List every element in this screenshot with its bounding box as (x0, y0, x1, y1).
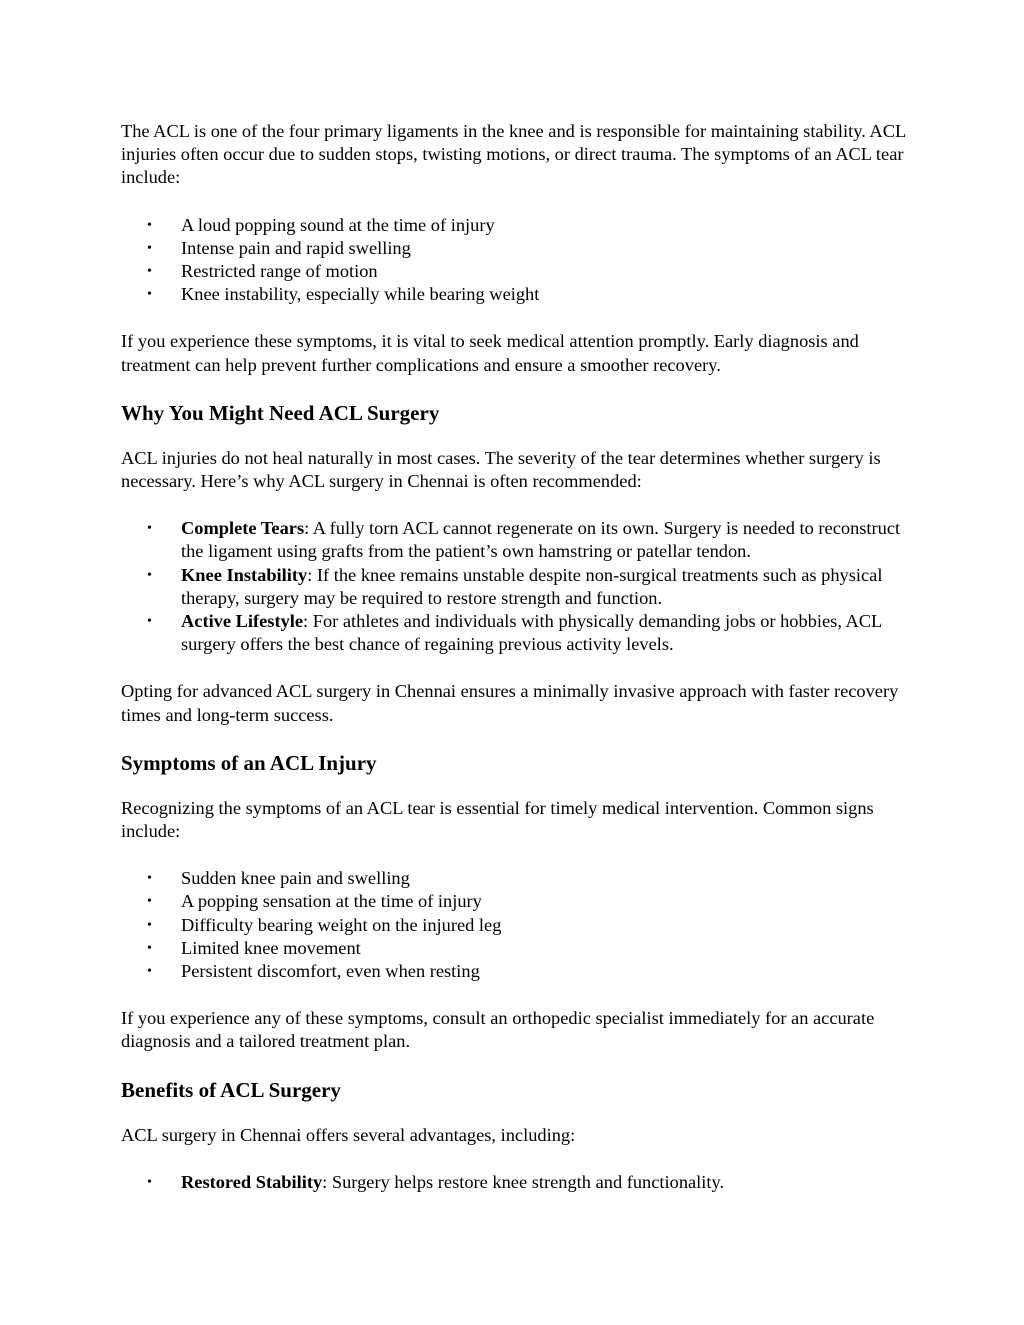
symptoms-closing-paragraph: If you experience any of these symptoms, consult an orthopedic specialist immediately for an accurate diagnosis and a tailored treatment plan. (121, 1008, 875, 1052)
bullet-icon: • (147, 217, 152, 233)
bullet-icon: • (147, 871, 152, 887)
intro-symptom-list (121, 214, 911, 307)
list-item-term: Restored Stability (181, 1171, 323, 1192)
why-surgery-closing-paragraph: Opting for advanced ACL surgery in Chennai ensures a minimally invasive approach with faster recovery times and long-term success. (121, 681, 899, 725)
benefits-list (121, 1171, 911, 1194)
list-item: • Difficulty bearing weight on the injured leg (121, 914, 911, 937)
bullet-icon: • (147, 1174, 152, 1190)
list-item: • Knee Instability: If the knee remains unstable despite non-surgical treatments such as physical therapy, surgery may be required to restore strength and function. (147, 564, 883, 608)
symptoms-list (121, 867, 911, 983)
list-item: • Intense pain and rapid swelling (121, 237, 911, 260)
list-item: • Active Lifestyle: For athletes and individuals with physically demanding jobs or hobbies, ACL surgery offers the best chance of regaining previous activity levels. (147, 611, 882, 655)
why-surgery-heading: Why You Might Need ACL Surgery (121, 400, 440, 425)
list-item: • Persistent discomfort, even when resting (121, 960, 911, 983)
bullet-icon: • (147, 894, 152, 910)
bullet-icon: • (147, 940, 152, 956)
intro-paragraph: The ACL is one of the four primary ligaments in the knee and is responsible for maintaining stability. ACL injuries often occur due to sudden stops, twisting motions, or direct trauma. The symptoms of an ACL tear include: (121, 121, 906, 188)
bullet-icon: • (147, 567, 152, 583)
bullet-icon: • (147, 240, 152, 256)
benefits-heading: Benefits of ACL Surgery (121, 1077, 341, 1102)
bullet-icon: • (147, 917, 152, 933)
list-item: • Limited knee movement (121, 937, 911, 960)
list-item: • A popping sensation at the time of injury (121, 890, 911, 913)
bullet-icon: • (147, 264, 152, 280)
bullet-icon: • (147, 964, 152, 980)
list-item: • A loud popping sound at the time of injury (121, 214, 911, 237)
symptoms-paragraph: Recognizing the symptoms of an ACL tear is essential for timely medical intervention. Common signs include: (121, 797, 874, 842)
document-page (121, 120, 911, 1194)
symptoms-heading: Symptoms of an ACL Injury (121, 750, 377, 775)
list-item-term: Complete Tears (181, 518, 305, 539)
why-surgery-paragraph: ACL injuries do not heal naturally in most cases. The severity of the tear determines whether surgery is necessary. Here’s why ACL surgery in Chennai is often recommended: (121, 447, 881, 492)
list-item-term: Active Lifestyle (181, 611, 304, 632)
bullet-icon: • (147, 614, 152, 630)
list-item: • Sudden knee pain and swelling (121, 867, 911, 890)
list-item: • Restricted range of motion (121, 260, 911, 283)
why-surgery-list (121, 517, 911, 656)
benefits-paragraph: ACL surgery in Chennai offers several advantages, including: (121, 1124, 576, 1145)
bullet-icon: • (147, 287, 152, 303)
intro-closing-paragraph: If you experience these symptoms, it is vital to seek medical attention promptly. Early diagnosis and treatment can help prevent further complications and ensure a smoother recovery. (121, 331, 859, 375)
list-item: • Restored Stability: Surgery helps restore knee strength and functionality. (121, 1171, 911, 1194)
bullet-icon: • (147, 521, 152, 537)
list-item: • Knee instability, especially while bearing weight (121, 283, 911, 306)
list-item: • Complete Tears: A fully torn ACL cannot regenerate on its own. Surgery is needed to reconstruct the ligament using grafts from the patient’s own hamstring or patellar tendon. (147, 518, 901, 562)
list-item-term: Knee Instability (181, 564, 308, 585)
